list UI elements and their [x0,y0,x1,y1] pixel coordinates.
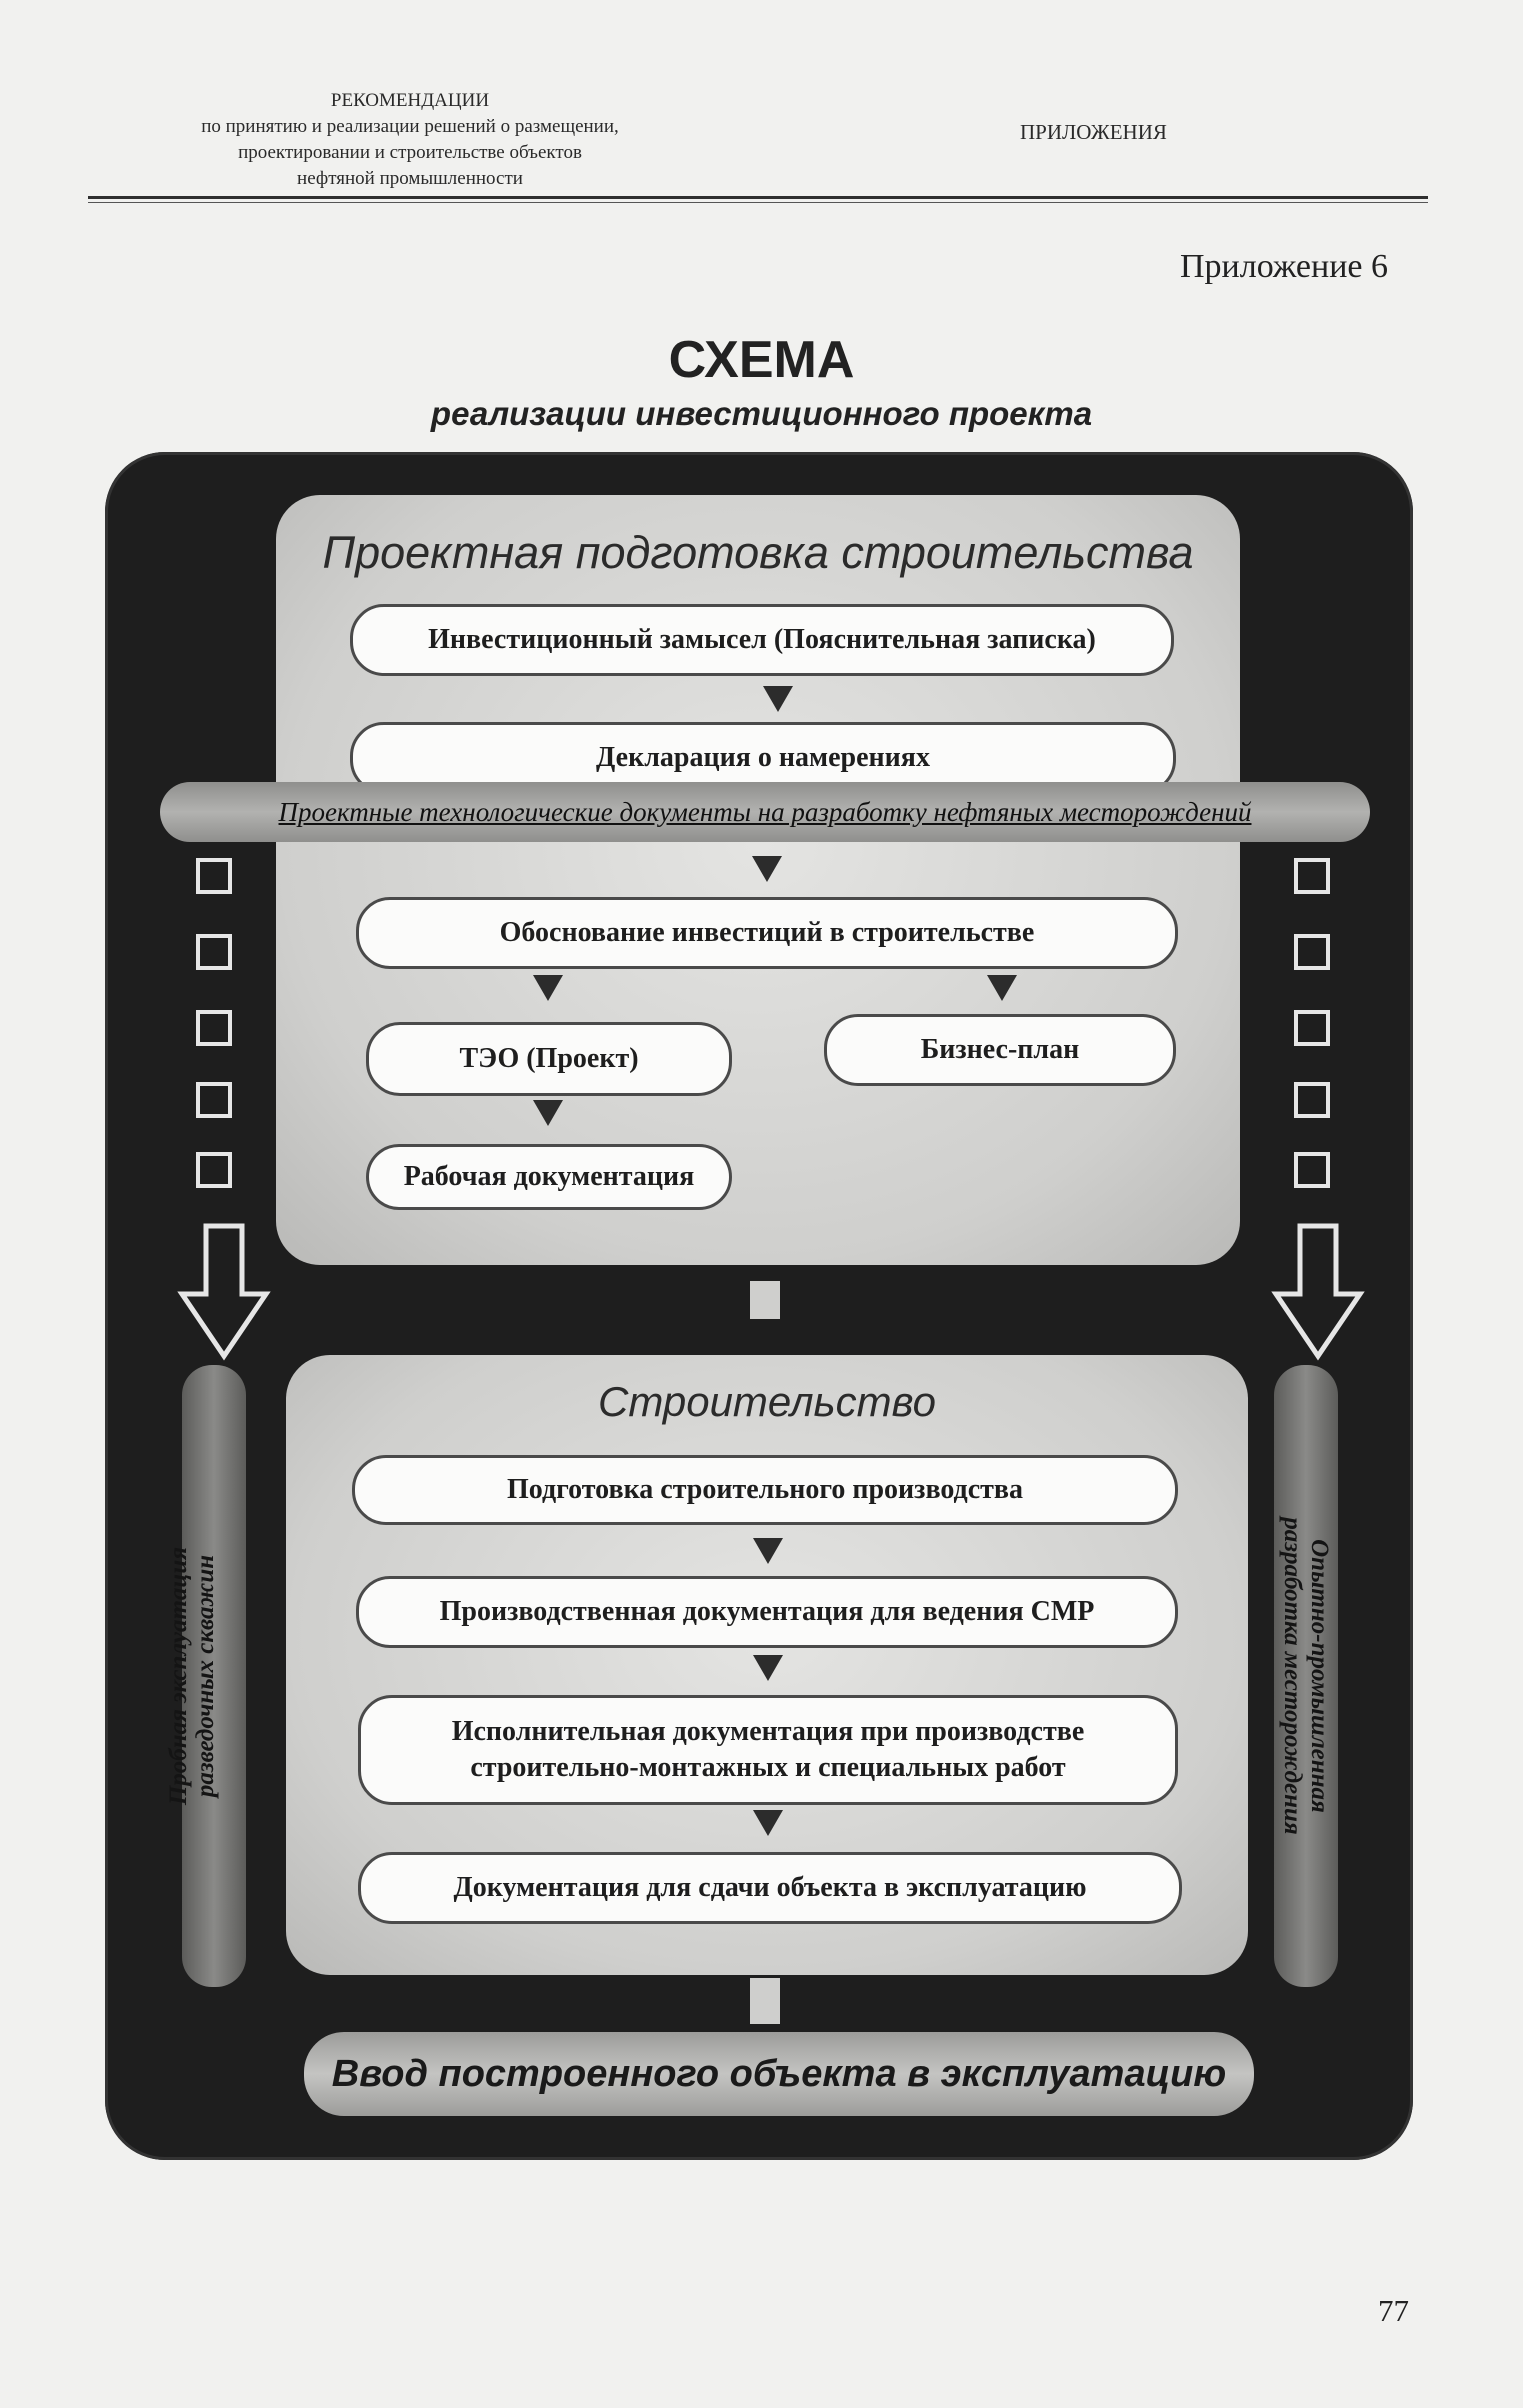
arrow-down-icon [533,1100,563,1126]
running-header-right: ПРИЛОЖЕНИЯ [1020,120,1167,144]
square-marker [1294,1010,1330,1046]
box-construction-prep: Подготовка строительного производства [352,1455,1178,1525]
header-line: РЕКОМЕНДАЦИИ [330,90,490,111]
header-rule-thin [88,202,1428,203]
side-label-line: разведочных скважин [192,1554,219,1798]
box-production-docs: Производственная документация для ведения СМР [356,1576,1178,1648]
square-marker [196,1152,232,1188]
stage-design-title: Проектная подготовка строительства [322,527,1194,578]
scheme-title: СХЕМА [668,331,855,389]
stage-connector [750,1978,780,2024]
tech-docs-strip: Проектные технологические документы на разработку нефтяных месторождений [160,782,1370,842]
side-label-pilot-development [1279,1366,1333,1986]
arrow-down-icon [533,975,563,1001]
square-marker [196,1082,232,1118]
running-header-left [130,88,690,192]
square-marker [1294,934,1330,970]
arrow-down-icon [753,1655,783,1681]
square-marker [196,934,232,970]
square-marker [1294,1082,1330,1118]
header-line: по принятию и реализации решений о размещении, [201,116,619,137]
box-declaration: Декларация о намерениях [350,722,1176,794]
square-marker [1294,858,1330,894]
side-label-line: Пробная эксплуатация [165,1546,192,1806]
box-executive-docs: Исполнительная документация при производстве строительно-монтажных и специальных работ [358,1695,1178,1805]
side-label-line: Опытно-промышленная [1306,1539,1333,1813]
final-commissioning-bar: Ввод построенного объекта в эксплуатацию [304,2032,1254,2116]
stage-construction-title: Строительство [598,1378,936,1425]
arrow-down-icon [753,1538,783,1564]
arrow-down-icon [763,686,793,712]
box-investment-justification: Обоснование инвестиций в строительстве [356,897,1178,969]
box-business-plan: Бизнес-план [824,1014,1176,1086]
arrow-down-icon [987,975,1017,1001]
header-line: проектировании и строительстве объектов [238,142,582,163]
scheme-subtitle: реализации инвестиционного проекта [430,395,1093,432]
box-investment-idea: Инвестиционный замысел (Пояснительная записка) [350,604,1174,676]
arrow-down-icon [752,856,782,882]
page-number: 77 [1378,2293,1409,2328]
hollow-down-arrow-icon [1270,1222,1366,1362]
hollow-down-arrow-icon [176,1222,272,1362]
side-label-line: разработка месторождения [1279,1517,1306,1835]
stage-connector [750,1281,780,1319]
square-marker [196,858,232,894]
square-marker [1294,1152,1330,1188]
header-line: нефтяной промышленности [297,168,523,189]
header-rule [88,196,1428,199]
box-teo-project: ТЭО (Проект) [366,1022,732,1096]
box-working-documentation: Рабочая документация [366,1144,732,1210]
box-handover-docs: Документация для сдачи объекта в эксплуатацию [358,1852,1182,1924]
appendix-label: Приложение 6 [1180,248,1388,285]
side-label-trial-operation [165,1366,219,1986]
square-marker [196,1010,232,1046]
arrow-down-icon [753,1810,783,1836]
